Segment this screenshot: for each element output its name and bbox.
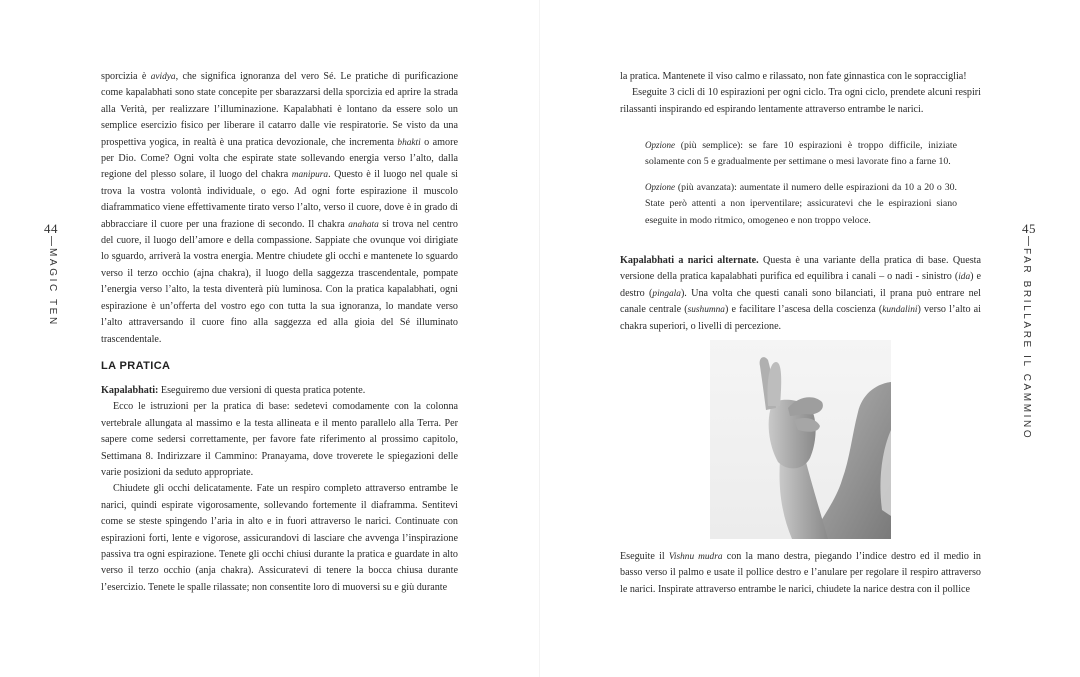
section-heading: LA PRATICA <box>101 360 171 372</box>
option-advanced: Opzione (più avanzata): aumentate il numero delle espirazioni da 10 a 20 o 30. State però attenti a non iperventilare; assicuratevi che le espirazioni siano eseguite in modo ritmico, omogeneo e non troppo veloce. <box>645 181 957 226</box>
right-page <box>540 0 1080 677</box>
cycles-paragraph: Eseguite 3 cicli di 10 espirazioni per ogni ciclo. Tra ogni ciclo, prendete alcuni respiri rilassanti inspirando ed espirando lentamente attraverso entrambe le narici. <box>620 87 981 115</box>
folio-divider-left <box>51 236 52 246</box>
continuation-text <box>620 69 981 118</box>
option-easier: Opzione (più semplice): se fare 10 espirazioni è troppo difficile, iniziate solamente con 5 e gradualmente per settimane o mesi lavorate fino a farne 10. <box>645 140 957 168</box>
page-number-left: 44 <box>44 221 58 236</box>
hand-mudra-illustration <box>710 340 891 539</box>
practice-text <box>101 383 458 596</box>
vishnu-mudra-photo <box>710 340 891 539</box>
folio-divider-right <box>1028 236 1029 246</box>
alternate-nostril-paragraph: Kapalabhati a narici alternate. Questa è una variante della pratica di base. Questa versione della pratica kapalabhati purifica ed equilibra i canali – o nadi - sinistro (ida) e destro (pingala). Una volta che questi canali sono bilanciati, il prana può entrare nel canale centrale (sushumna) e facilitare l’ascesa della coscienza (kundalini) verso l’alto ai chakra superiori, o livelli di percezione. <box>620 255 981 332</box>
options-block <box>645 137 957 229</box>
running-head-right: FAR BRILLARE IL CAMMINO <box>1021 248 1032 441</box>
running-head-left: MAGIC TEN <box>47 248 58 327</box>
vishnu-mudra-paragraph: Eseguite il Vishnu mudra con la mano destra, piegando l’indice destro ed il medio in basso verso il palmo e usate il pollice destro e l’anulare per regolare il respiro attraverso le narici. Inspirate attraverso entrambe le narici, chiudete la narice destra con il pollice <box>620 551 981 595</box>
face-relaxed-line: la pratica. Mantenete il viso calmo e rilassato, non fate ginnastica con le sopracciglia! <box>620 71 967 82</box>
basic-instructions-paragraph: Ecco le istruzioni per la pratica di base: sedetevi comodamente con la colonna vertebrale allungata al massimo e la testa allineata e il mento parallelo alla Terra. Per sapere come sedersi correttamente, per favore fate riferimento al prossimo capitolo, Settimana 8. Indirizzare il Cammino: Pranayama, dove troverete le spiegazioni delle varie posizioni da seduto appropriate. <box>101 401 458 479</box>
kapalabhati-intro: Kapalabhati: Eseguiremo due versioni di questa pratica potente. <box>101 385 366 396</box>
page-number-right: 45 <box>1022 221 1036 236</box>
intro-paragraph: sporcizia è avidya, che significa ignoranza del vero Sé. Le pratiche di purificazione come kapalabhati sono state concepite per sbarazzarsi della sporcizia ed aprire la strada alla Verità, per realizzare l’illuminazione. Kapalabhati è lontano da essere solo un semplice esercizio fisico per liberare il catarro dalle vie respiratorie. Se visto da una prospettiva yogica, in realtà è una pratica devozionale, che incrementa bhakti o amore per Dio. Come? Ogni volta che espirate state sollevando energia verso l’alto, dalla regione del plesso solare, il luogo del chakra manipura. Questo è il luogo nel quale si trova la vostra volontà individuale, o ego. Ad ogni forte espirazione il muscolo diaframmatico viene effettivamente tirato verso l’alto, verso il cuore, dove è in grado di abbracciare il cuore per una frazione di secondo. Il chakra anahata si trova nel centro del cuore, il luogo dell’amore e della compassione. Sappiate che ovunque voi dirigiate lo sguardo, arriverà la vostra energia. Mentre chiudete gli occhi e mantenete lo sguardo verso il terzo occhio (ajna chakra), il luogo della saggezza trascendentale, pompate l’energia verso l’alto, la testa diventerà più luminosa. Con la pratica kapalabhati, ogni espirazione è un’offerta del vostro ego con tutta la sua ignoranza, lo mandate verso l’alto attraversando il cuore fino alla saggezza ed alla gioia del Sé illuminato trascendentale. <box>101 71 458 345</box>
breathing-paragraph: Chiudete gli occhi delicatamente. Fate un respiro completo attraverso entrambe le narici, quindi espirate vigorosamente, sollevando fortemente il diaframma. Sentitevi come se steste spingendo l’aria in alto e in fuori attraverso le narici. Continuate con espirazioni forti, lente e vigorose, assicurandovi di lasciare che avvenga l’inspirazione passiva tra ogni espirazione. Tenete gli occhi chiusi durante la pratica e guardate in alto verso il terzo occhio (anja chakra). Assicuratevi di tenere la bocca chiusa durante l’esercizio. Tenete le spalle rilassate; non consentite loro di muoversi su e giù durante <box>101 483 458 593</box>
